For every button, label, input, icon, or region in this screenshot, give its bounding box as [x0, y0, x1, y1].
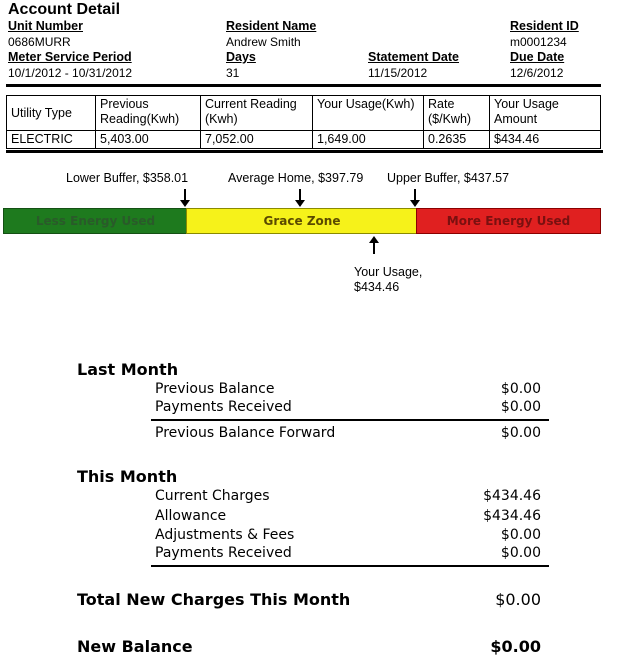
- last-month-divider: [151, 419, 549, 421]
- due-date-label: Due Date: [510, 50, 565, 64]
- gauge-segment-low: Less Energy Used: [3, 208, 188, 234]
- unit-number-value: 0686MURR: [8, 35, 71, 49]
- last-month-heading: Last Month: [77, 360, 179, 379]
- upper-buffer-label: Upper Buffer, $437.57: [387, 171, 510, 185]
- cell-current-reading: 7,052.00: [201, 131, 313, 149]
- balance-forward-label: Previous Balance Forward: [155, 425, 336, 441]
- adjustments-fees-amount: $0.00: [500, 527, 541, 543]
- payments-received-amount: $0.00: [500, 399, 541, 415]
- col-current-reading: Current Reading (Kwh): [201, 96, 313, 131]
- previous-balance-label: Previous Balance: [155, 381, 275, 397]
- this-month-payments-label: Payments Received: [155, 545, 292, 561]
- new-balance-amount: $0.00: [490, 637, 541, 656]
- cell-usage-amount: $434.46: [490, 131, 601, 149]
- page-title: Account Detail: [8, 1, 121, 18]
- this-month-heading: This Month: [77, 467, 178, 486]
- current-charges-amount: $434.46: [483, 488, 541, 504]
- table-row: [7, 131, 601, 149]
- header-divider: [6, 84, 601, 87]
- average-home-label: Average Home, $397.79: [228, 171, 364, 185]
- table-bottom-rule: [6, 150, 603, 153]
- current-charges-label: Current Charges: [155, 488, 270, 504]
- cell-utility-type: ELECTRIC: [7, 131, 96, 149]
- your-usage-amount: $434.46: [354, 280, 400, 294]
- meter-period-label: Meter Service Period: [8, 50, 132, 64]
- allowance-amount: $434.46: [483, 508, 541, 524]
- col-usage-amount: Your Usage Amount: [490, 96, 601, 131]
- total-new-charges-label: Total New Charges This Month: [77, 590, 351, 609]
- cell-usage: 1,649.00: [313, 131, 424, 149]
- col-rate: Rate ($/Kwh): [424, 96, 490, 131]
- allowance-label: Allowance: [155, 508, 227, 524]
- payments-received-label: Payments Received: [155, 399, 292, 415]
- unit-number-label: Unit Number: [8, 19, 83, 33]
- gauge-segment-high: More Energy Used: [416, 208, 601, 234]
- upper-buffer-arrow-icon: [414, 189, 416, 201]
- resident-id-label: Resident ID: [510, 19, 579, 33]
- due-date-value: 12/6/2012: [510, 66, 564, 80]
- resident-id-value: m0001234: [510, 35, 567, 49]
- lower-buffer-arrow-icon: [184, 189, 186, 201]
- your-usage-arrow-icon: [373, 242, 375, 254]
- total-new-charges-amount: $0.00: [495, 590, 541, 609]
- new-balance-label: New Balance: [77, 637, 193, 656]
- meter-period-value: 10/1/2012 - 10/31/2012: [8, 66, 133, 80]
- cell-rate: 0.2635: [424, 131, 490, 149]
- col-usage: Your Usage(Kwh): [313, 96, 424, 131]
- balance-forward-amount: $0.00: [500, 425, 541, 441]
- average-home-arrow-icon: [299, 189, 301, 201]
- lower-buffer-label: Lower Buffer, $358.01: [66, 171, 189, 185]
- your-usage-label: Your Usage,: [354, 265, 423, 279]
- days-label: Days: [226, 50, 256, 64]
- this-month-divider: [151, 565, 549, 567]
- statement-date-value: 11/15/2012: [368, 66, 428, 80]
- col-previous-reading: Previous Reading(Kwh): [96, 96, 201, 131]
- gauge-segment-grace: Grace Zone: [186, 208, 418, 234]
- this-month-payments-amount: $0.00: [500, 545, 541, 561]
- cell-previous-reading: 5,403.00: [96, 131, 201, 149]
- utility-table: [6, 95, 601, 149]
- previous-balance-amount: $0.00: [500, 381, 541, 397]
- days-value: 31: [226, 66, 240, 80]
- resident-name-value: Andrew Smith: [226, 35, 301, 49]
- statement-date-label: Statement Date: [368, 50, 459, 64]
- resident-name-label: Resident Name: [226, 19, 317, 33]
- col-utility-type: Utility Type: [7, 96, 96, 131]
- adjustments-fees-label: Adjustments & Fees: [155, 527, 295, 543]
